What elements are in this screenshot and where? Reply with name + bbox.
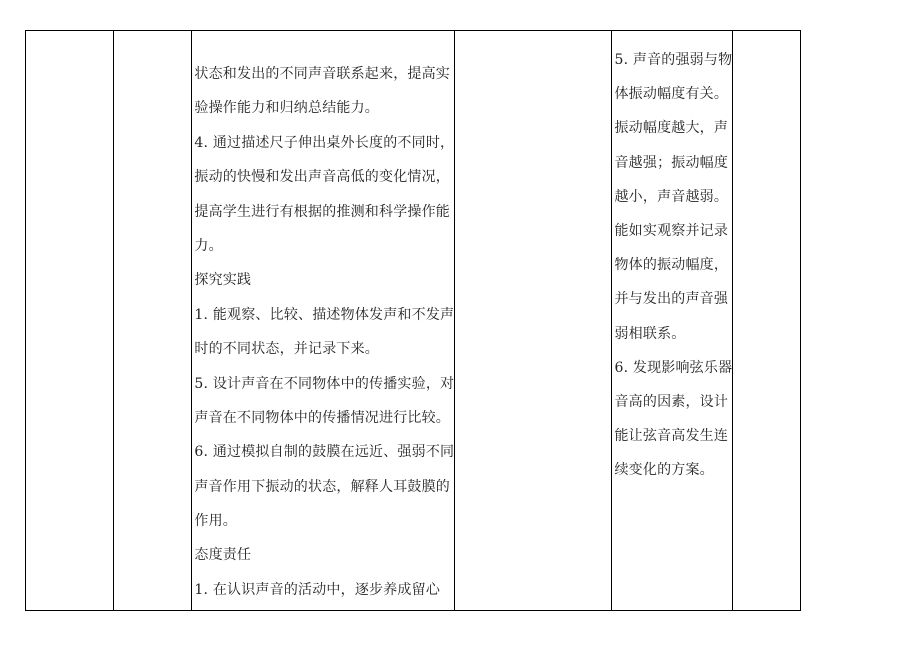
text-line: 力。 [194,237,223,254]
text-line: 6. 发现影响弦乐器 [614,359,733,376]
text-line: 并与发出的声音强 [614,291,729,308]
text-line: 音高的因素，设计 [614,393,729,410]
text-line: 振动幅度越大，声 [614,120,729,137]
table-cell-6 [732,31,800,611]
text-line: 弱相联系。 [614,325,686,342]
text-line: 5. 声音的强弱与物 [614,52,733,68]
section-heading: 态度责任 [194,547,252,564]
table-cell-1 [26,31,114,611]
text-line: 声音在不同物体中的传播情况进行比较。 [194,409,451,426]
text-line: 1. 能观察、比较、描述物体发声和不发声 [194,306,455,323]
text-line: 时的不同状态，并记录下来。 [194,341,380,358]
text-line: 提高学生进行有根据的推测和科学操作能 [194,203,451,220]
table-cell-4 [455,31,612,611]
objectives-cell [192,31,455,611]
table-row [26,31,801,611]
text-line: 能如实观察并记录 [614,222,729,239]
text-line: 4. 通过描述尺子伸出桌外长度的不同时， [194,134,455,151]
text-line: 5. 设计声音在不同物体中的传播实验，对 [194,375,455,392]
content-table [25,30,801,611]
text-line: 1. 在认识声音的活动中，逐步养成留心 [194,581,441,598]
section-heading: 探究实践 [194,272,252,289]
text-line: 物体的振动幅度， [614,257,729,274]
text-line: 验操作能力和归纳总结能力。 [194,100,380,117]
content-points-cell [612,31,732,611]
text-line: 体振动幅度有关。 [614,86,729,103]
text-line: 越小，声音越弱。 [614,188,729,205]
text-line: 续变化的方案。 [614,462,714,479]
text-line: 状态和发出的不同声音联系起来，提高实 [194,66,451,82]
text-line: 作用。 [194,513,238,530]
table-cell-2 [114,31,192,611]
text-line: 声音作用下振动的状态，解释人耳鼓膜的 [194,478,451,495]
text-line: 振动的快慢和发出声音高低的变化情况， [194,169,451,186]
text-line: 6. 通过模拟自制的鼓膜在远近、强弱不同 [194,444,455,461]
text-line: 能让弦音高发生连 [614,428,729,445]
text-line: 音越强；振动幅度 [614,154,729,171]
